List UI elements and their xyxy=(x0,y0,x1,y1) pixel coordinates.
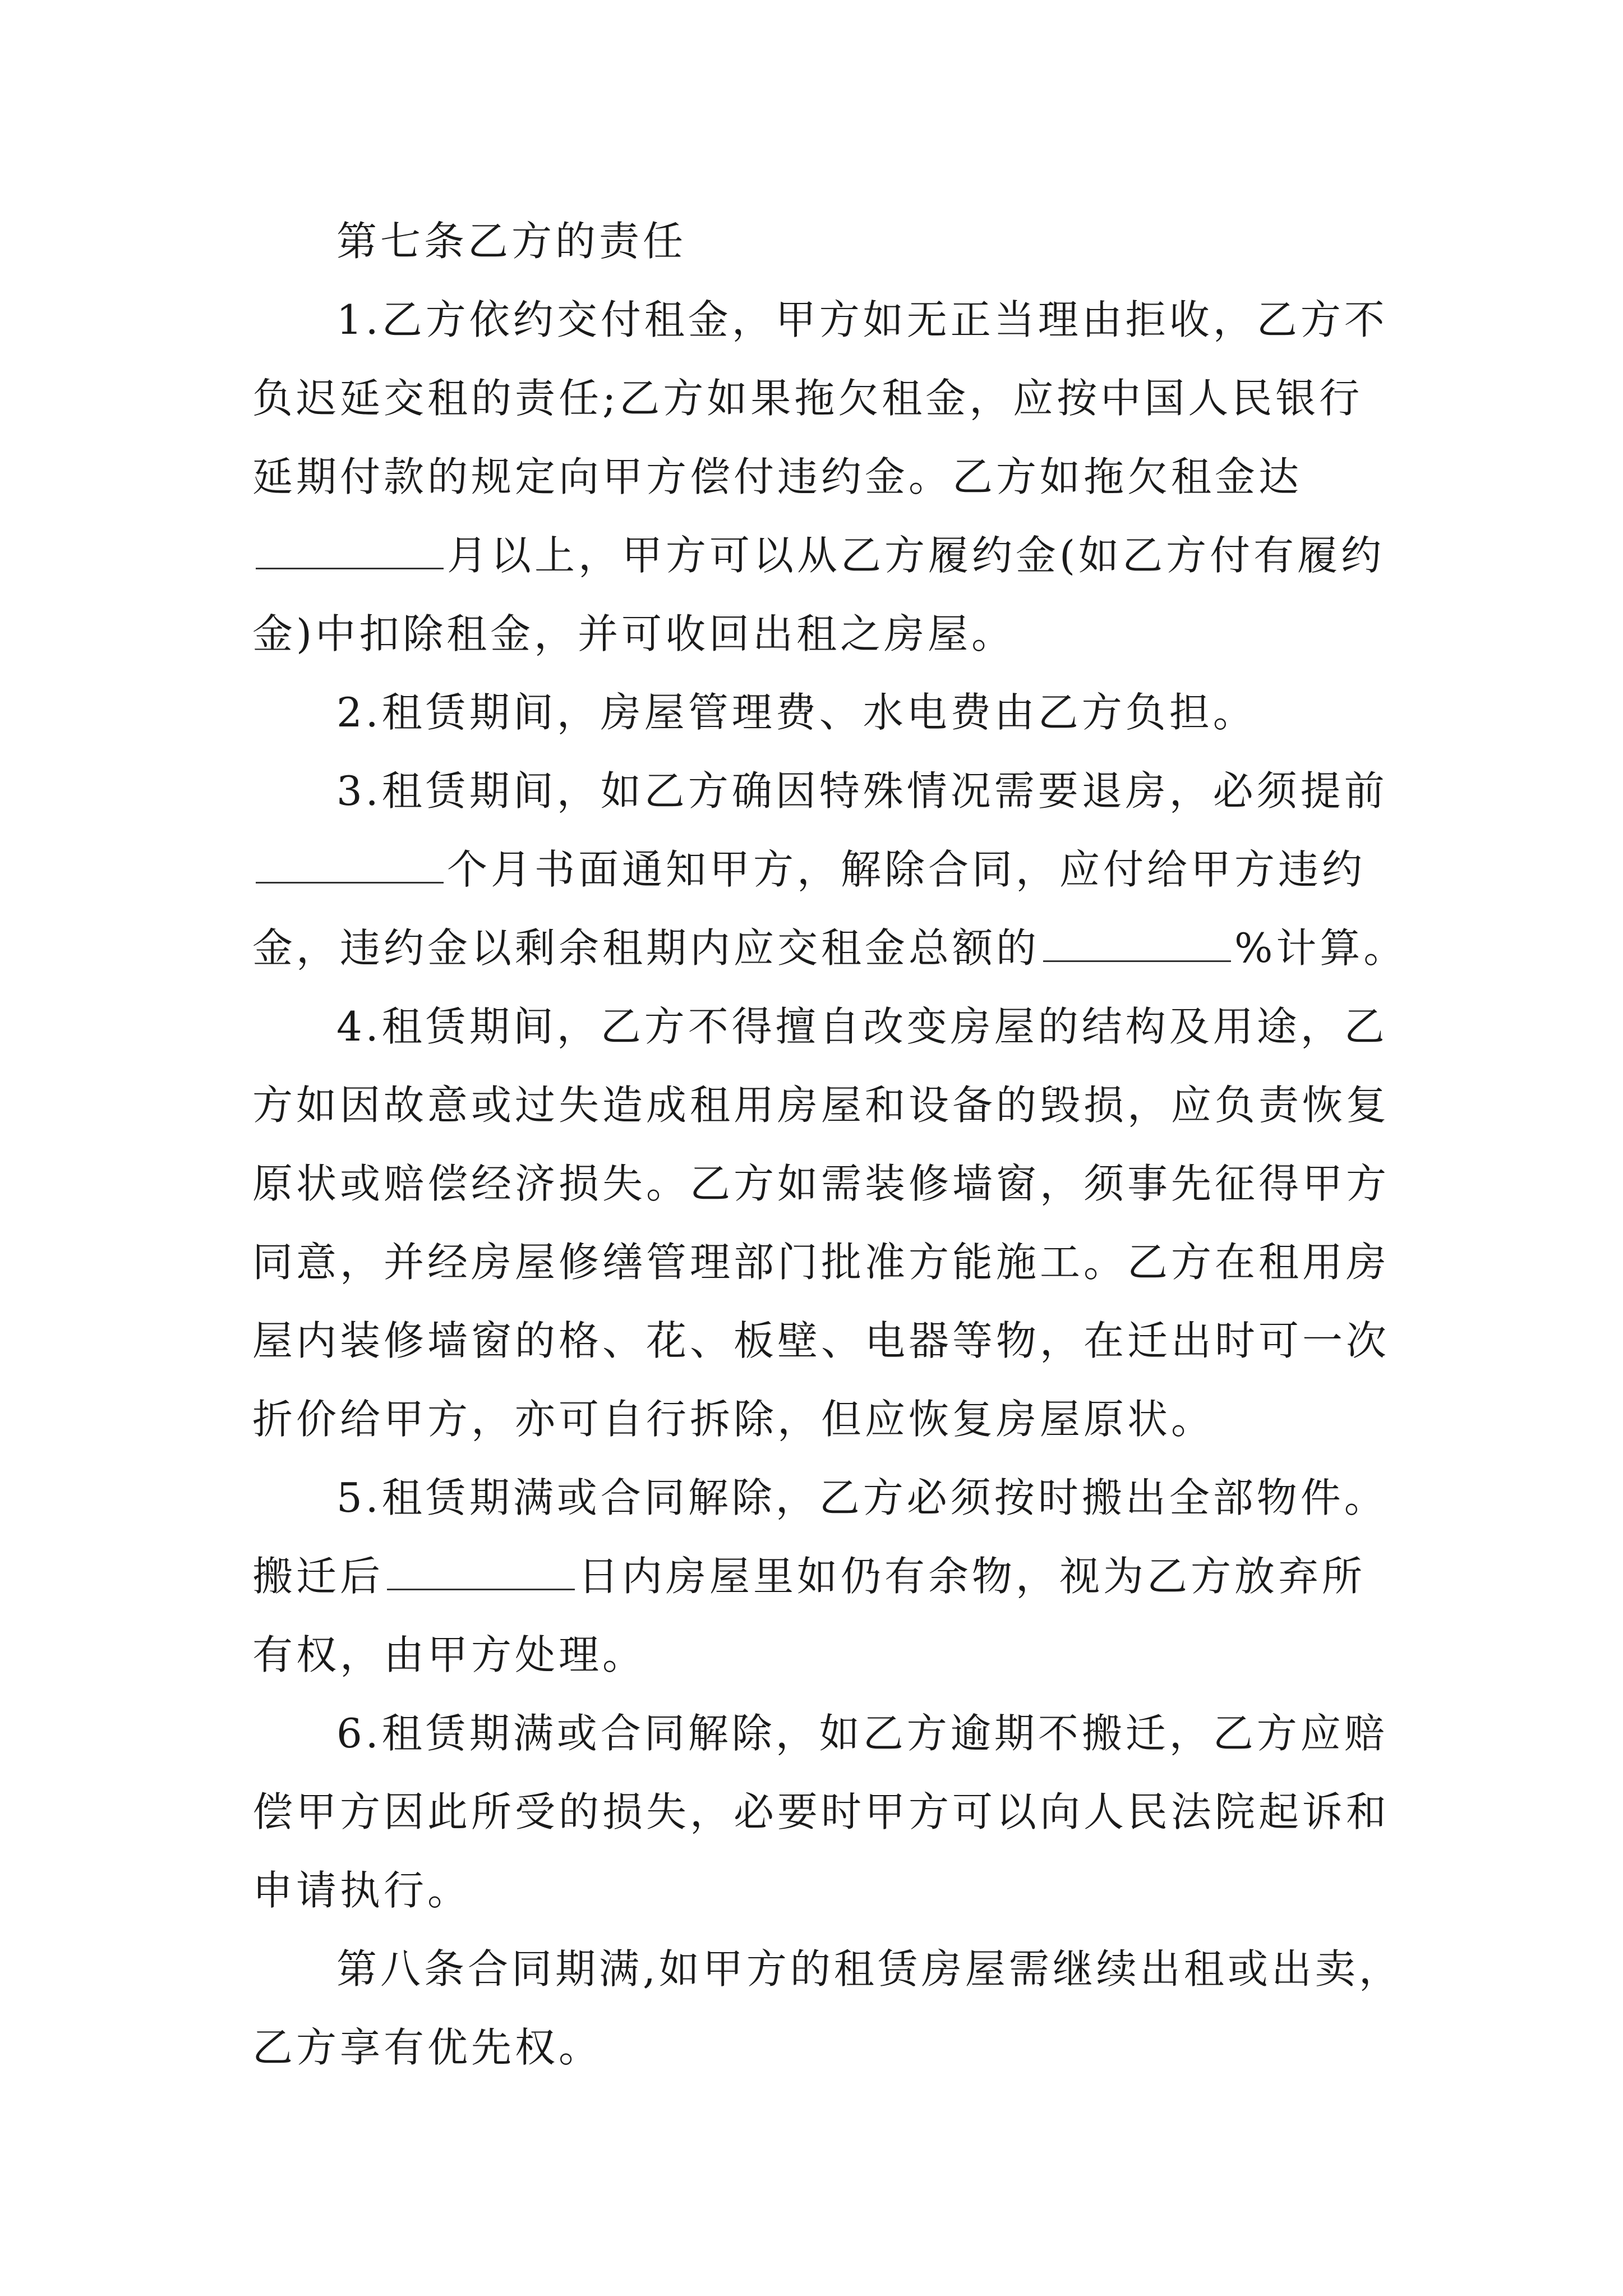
clause-5-line-1: 5.租赁期满或合同解除，乙方必须按时搬出全部物件。 xyxy=(336,1474,1388,1521)
clause-1-line-5: 金)中扣除租金，并可收回出租之房屋。 xyxy=(252,610,1016,657)
clause-4-line-2: 方如因故意或过失造成租用房屋和设备的毁损，应负责恢复 xyxy=(252,1082,1390,1129)
clause-3-line-3-text-b: %计算。 xyxy=(1234,924,1408,972)
clause-4-line-5: 屋内装修墙窗的格、花、板壁、电器等物，在迁出时可一次 xyxy=(252,1317,1390,1364)
clause-5-line-2-text-b: 日内房屋里如仍有余物，视为乙方放弃所 xyxy=(578,1553,1366,1600)
article-8-line-2: 乙方享有优先权。 xyxy=(252,2024,603,2071)
clause-5-line-2 xyxy=(0,1551,1623,1602)
clause-6-line-1: 6.租赁期满或合同解除，如乙方逾期不搬迁，乙方应赔 xyxy=(336,1710,1388,1757)
clause-4-line-1: 4.租赁期间，乙方不得擅自改变房屋的结构及用途，乙 xyxy=(336,1003,1388,1050)
clause-3-line-3 xyxy=(0,923,1623,973)
clause-1-line-4-text: 月以上，甲方可以从乙方履约金(如乙方付有履约 xyxy=(447,532,1385,579)
clause-1-line-1: 1.乙方依约交付租金，甲方如无正当理由拒收，乙方不 xyxy=(336,296,1388,343)
clause-1-line-3: 延期付款的规定向甲方偿付违约金。乙方如拖欠租金达 xyxy=(252,453,1303,500)
clause-5-line-2-text-a: 搬迁后 xyxy=(252,1553,384,1600)
clause-1-line-4 xyxy=(0,530,1623,581)
clause-5-line-3: 有权，由甲方处理。 xyxy=(252,1631,647,1678)
clause-2-line-1: 2.租赁期间，房屋管理费、水电费由乙方负担。 xyxy=(336,689,1257,736)
clause-4-line-4: 同意，并经房屋修缮管理部门批准方能施工。乙方在租用房 xyxy=(252,1239,1390,1286)
clause-6-line-3: 申请执行。 xyxy=(252,1867,472,1914)
clause-3-line-2 xyxy=(0,844,1623,895)
clause-4-line-6: 折价给甲方，亦可自行拆除，但应恢复房屋原状。 xyxy=(252,1396,1215,1443)
clause-1-line-2: 负迟延交租的责任;乙方如果拖欠租金，应按中国人民银行 xyxy=(252,375,1363,422)
fill-blank-notice-months xyxy=(256,848,444,884)
clause-4-line-3: 原状或赔偿经济损失。乙方如需装修墙窗，须事先征得甲方 xyxy=(252,1160,1390,1207)
fill-blank-months xyxy=(256,534,444,569)
clause-3-line-1: 3.租赁期间，如乙方确因特殊情况需要退房，必须提前 xyxy=(336,767,1388,815)
article-8-line-1: 第八条合同期满,如甲方的租赁房屋需继续出租或出卖， xyxy=(336,1945,1403,1993)
fill-blank-days xyxy=(387,1555,575,1590)
article-7-heading: 第七条乙方的责任 xyxy=(336,218,687,265)
clause-3-line-3-text-a: 金，违约金以剩余租期内应交租金总额的 xyxy=(252,924,1040,972)
fill-blank-percent xyxy=(1043,927,1231,962)
clause-6-line-2: 偿甲方因此所受的损失，必要时甲方可以向人民法院起诉和 xyxy=(252,1788,1390,1835)
clause-3-line-2-text: 个月书面通知甲方，解除合同，应付给甲方违约 xyxy=(447,846,1366,893)
